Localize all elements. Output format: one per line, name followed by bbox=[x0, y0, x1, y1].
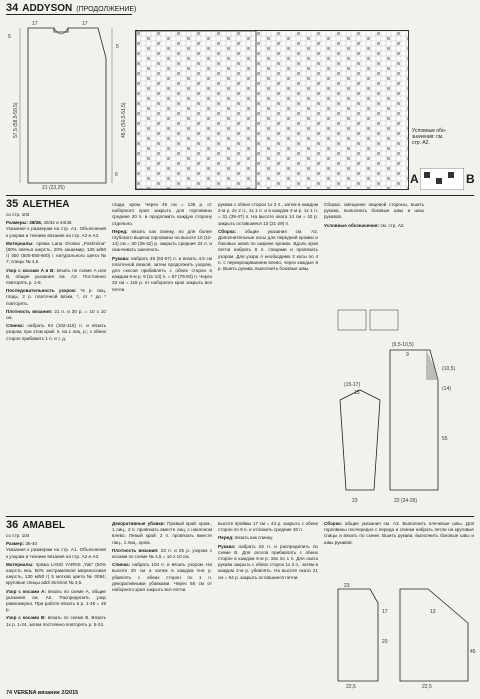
dim-label: 22 (24-26) bbox=[394, 498, 418, 504]
dim-label: (10,5) bbox=[442, 366, 456, 372]
text-column bbox=[324, 521, 474, 581]
paragraph-heading: Рукава: bbox=[218, 543, 239, 549]
paragraph-heading: Сборка: bbox=[218, 228, 245, 234]
dim-label: 15 bbox=[354, 390, 360, 396]
text-column bbox=[112, 521, 212, 685]
paragraph-heading: Материалы: bbox=[6, 240, 37, 246]
paragraph-heading: Узор с косами A: bbox=[6, 588, 48, 594]
dim-label: 45 bbox=[470, 649, 476, 655]
divider bbox=[6, 14, 132, 15]
paragraph-text: общие указания см. A3. Дополнительные косы для передней кромки и боковых швов по ширине кромок. Вдоль края петли набрать 8 п. спицами и провязать узором. Для узора A необходимо 2 косы по 4 п. с перекрещиванием влево, через каждые 6 р. Вшить рукава, выполнить боковые швы. bbox=[218, 228, 318, 272]
legend-note: Условные обо- значения: см. стр. A2. bbox=[412, 128, 447, 146]
paragraph-text: рукава с обеих сторон 1х 3 п., затем в каждом 2-м р. 2х 2 п., 1х 1 п. и в каждом 4-м р. 1х 1 п. = 31 (39-47) п. На высоте оката 14 см = 42 р. закрыть оставшиеся 13 (21-29) п. bbox=[218, 202, 318, 226]
paragraph bbox=[112, 256, 212, 293]
paragraph-heading: Последовательность узоров: bbox=[6, 288, 81, 294]
text-column bbox=[324, 202, 424, 272]
garment-schema-36 bbox=[330, 583, 476, 689]
paragraph-heading: Спинка: bbox=[6, 323, 28, 329]
paragraph-text: вязать по схеме A, общие указания см. A2. Распределить узор равномерно. При работе вязать в р. 1-48 = 48 р. bbox=[6, 588, 106, 613]
dim-label: (14) bbox=[442, 386, 451, 392]
text-column bbox=[112, 202, 212, 512]
paragraph bbox=[324, 223, 424, 229]
paragraph-text: со стр. 103 bbox=[6, 212, 30, 217]
dim-label: (15-17) bbox=[344, 382, 361, 388]
paragraph bbox=[6, 541, 106, 560]
paragraph bbox=[6, 533, 106, 539]
paragraph-text: Правый край: кром., 1 лиц., 2 п. провязать вместе лиц. с наклоном влево. Левый край: 2 п. провязать вместе лиц., 1 лиц., кром. bbox=[112, 521, 212, 545]
paragraph bbox=[112, 548, 212, 560]
paragraph-heading: Декоративные убавки: bbox=[112, 521, 168, 526]
paragraph bbox=[218, 202, 318, 227]
dim-label: 5 bbox=[8, 34, 11, 40]
section-number: 36 bbox=[6, 519, 19, 531]
dim-label: 17 bbox=[382, 609, 388, 615]
text-column bbox=[6, 212, 106, 512]
paragraph-text: 40/42 и 44/46 Указания к размерам на стр. A1. Объяснения к узорам и технике вязания на стр. A2 и A3. bbox=[6, 220, 106, 238]
chart-label-b: B bbox=[466, 172, 475, 186]
paragraph-heading: Перед: bbox=[218, 535, 235, 541]
paragraph-text: 21 п. и 30 р. = 10 х 10 см. bbox=[6, 308, 106, 321]
paragraph bbox=[324, 202, 424, 221]
paragraph bbox=[324, 521, 474, 546]
paragraph-heading: Узор с косами A и B: bbox=[6, 267, 57, 273]
page-footer: 74 VERENA вязание 2/2015 bbox=[6, 690, 79, 696]
stitch-chart-34 bbox=[135, 30, 409, 190]
paragraph-text: набрать 104 п. и вязать узором. На высоте 20 см и затем в каждом 6-м р. убавлять с обеих сторон по 1 п. декоративными убавками. Через 55 см от наборного края закрыть все петли. bbox=[112, 562, 212, 593]
divider bbox=[6, 195, 474, 196]
paragraph-heading: Условные обозначения: bbox=[324, 222, 381, 228]
dim-label: 22,5 bbox=[346, 684, 356, 689]
paragraph bbox=[6, 562, 106, 587]
section-36-heading bbox=[6, 519, 65, 531]
paragraph-text: глади, кром. Через 45 см = 136 р. от наборного края закрыть для горловины средние 20 п. и продолжить каждую сторону отдельно. bbox=[112, 202, 212, 226]
paragraph bbox=[6, 323, 106, 342]
paragraph bbox=[218, 229, 318, 272]
dim-label: 17 bbox=[82, 21, 88, 27]
paragraph-heading: Размер: bbox=[6, 541, 26, 547]
dim-label: 23 bbox=[352, 498, 358, 504]
paragraph bbox=[6, 589, 106, 614]
section-title: AMABEL bbox=[22, 520, 66, 531]
paragraph-heading: Сборка: bbox=[324, 521, 345, 526]
garment-schema-35 bbox=[330, 290, 476, 510]
paragraph bbox=[112, 521, 212, 546]
paragraph bbox=[112, 202, 212, 227]
paragraph-text: 23 п. и 25 р. узором с косами по схеме № 4,5 = 10 x 10 см. bbox=[112, 547, 212, 560]
paragraph-heading: Спинка: bbox=[112, 562, 133, 568]
paragraph bbox=[6, 309, 106, 321]
text-column bbox=[218, 521, 318, 685]
paragraph-text: вязать как спинку, но для более глубокого выреза горловины на высоте 10 (12-14) см = 30 (36-42) р. закрыть средние 24 п. и оканчивать закончить. bbox=[112, 228, 212, 253]
paragraph-text: см. стр. A2. bbox=[380, 222, 405, 228]
paragraph-text: пряжа Lana Grossa „Pashmina" (80% овечья шерсть, 20% кашемир, 125 м/50 г) 450 (500-550-600) г натурального цвета № 7; спицы № 4,5. bbox=[6, 240, 106, 265]
dim-label: (9,5-10,5) bbox=[392, 342, 414, 348]
text-column bbox=[6, 533, 106, 685]
chart-grid bbox=[136, 31, 408, 189]
paragraph-text: набрать 94 (102-110) п. и вязать узором, при этом край. п. на 1 лиц. p.; с обеих сторон прибавить 1 п. и т. д. bbox=[6, 323, 106, 341]
dim-label: 49,5 (50,5-51,5) bbox=[121, 102, 127, 138]
paragraph-text: набрать 52 п. и распределить по схеме B. Для скосов прибавлять с обеих сторон в каждом 6-м р. 15х по 1 п. Для оката рукава закрыть с обеих сторон 1х 3 п., затем в каждом 2-м р. убавлять. На высоте оката 21 см = 54 р. закрыть оставшиеся петли. bbox=[218, 543, 318, 580]
section-35-heading bbox=[6, 198, 69, 210]
dim-label: 13 bbox=[430, 609, 436, 615]
paragraph bbox=[6, 288, 106, 307]
paragraph-text: набрать 49 (53-57) п. и вязать 4,5 см платочной вязкой, затем продолжить узором, для скосов прибавлять с обеих сторон в каждом 8-м р. 9 (11-13) п. = 67 (75-83) п. Через 33 см = 118 р. от наборного края закрыть все петли. bbox=[112, 255, 212, 292]
paragraph-text: высоте проймы 17 см = 43 р. закрыть с обеих сторон по 9 п. и отложить средние 30 п. bbox=[218, 521, 318, 533]
dim-label: 5 bbox=[116, 44, 119, 50]
dim-label: 22,5 bbox=[422, 684, 432, 689]
paragraph-text: вязать как спинку. bbox=[234, 535, 274, 541]
paragraph bbox=[218, 521, 318, 533]
section-subtitle: (ПРОДОЛЖЕНИЕ) bbox=[76, 6, 137, 13]
garment-schema-34 bbox=[6, 18, 130, 190]
paragraph-text: *6 р. лиц. гладь, 2 р. платочной вязки, *, от * до * повторять. bbox=[6, 288, 106, 306]
back-outline bbox=[28, 28, 106, 183]
text-column bbox=[218, 202, 318, 512]
paragraph bbox=[218, 544, 318, 581]
paragraph bbox=[6, 615, 106, 627]
neckline bbox=[54, 28, 68, 34]
dim-label: 23 bbox=[344, 583, 350, 589]
paragraph-text: вязать по схеме A или B, общие указания см. A2. Постоянно повторять р. 1-8. bbox=[6, 267, 106, 286]
section-title: ADDYSON bbox=[22, 3, 73, 14]
paragraph-text: вязать по схеме B. Вязать 1х р. 1-24, затем постоянно повторять р. 5-24. bbox=[6, 615, 106, 627]
section-34-heading bbox=[6, 2, 136, 14]
chart-label-a: A bbox=[410, 172, 419, 186]
paragraph bbox=[112, 562, 212, 593]
dim-label: 57,5 (58,5-59,5) bbox=[13, 102, 19, 138]
dim-label: 55 bbox=[442, 436, 448, 442]
paragraph-text: пряжа LANG YARNS „Yak" (50% шерсть яка, 50% экстрамелкая мериносовая шерсть, 130 м/50 г) 5 мотков цвета № 0094; круговые спицы addi Stricknit № 4,5. bbox=[6, 561, 106, 586]
dim-label: 9 bbox=[406, 352, 409, 358]
divider bbox=[6, 516, 474, 517]
section-number: 34 bbox=[6, 2, 19, 14]
paragraph bbox=[218, 535, 318, 541]
paragraph-heading: Размеры: 38/38, bbox=[6, 220, 44, 226]
paragraph-text: Сборка: смещение лицевой стороны, вшить рукава, выполнить боковые швы и швы рукавов. bbox=[324, 202, 424, 220]
paragraph-heading: Узор с косами B: bbox=[6, 615, 48, 621]
paragraph-heading: Плотность вязания: bbox=[112, 547, 161, 553]
paragraph bbox=[6, 268, 106, 287]
mini-chart-ab bbox=[420, 168, 464, 190]
paragraph-heading: Перед: bbox=[112, 228, 132, 234]
paragraph-heading: Материалы: bbox=[6, 561, 36, 567]
paragraph-text: со стр. 104 bbox=[6, 533, 30, 538]
paragraph-text: общие указания см. A3. Выполнить плечевые швы. Для горловины поочередно с переда и спинки набрать петли на круговые спицы и вязать по схеме. Вшить рукава, выполнить боковые швы и швы рукавов. bbox=[324, 521, 474, 545]
paragraph bbox=[6, 220, 106, 239]
paragraph-text: 36-40 Указания к размерам на стр. A1. Объяснения к узорам и технике вязания на стр. A2 и A3. bbox=[6, 541, 106, 559]
section-title: ALETHEA bbox=[22, 199, 70, 210]
paragraph-heading: Плотность вязания: bbox=[6, 308, 55, 314]
paragraph bbox=[6, 212, 106, 218]
dim-label: 20 bbox=[382, 639, 388, 645]
dim-label: 6 bbox=[115, 172, 118, 178]
dim-label: 21 (23,25) bbox=[42, 185, 65, 190]
dim-label: 17 bbox=[32, 21, 38, 27]
paragraph-heading: Рукава: bbox=[112, 255, 131, 261]
paragraph bbox=[6, 241, 106, 266]
section-number: 35 bbox=[6, 198, 19, 210]
paragraph bbox=[112, 229, 212, 254]
